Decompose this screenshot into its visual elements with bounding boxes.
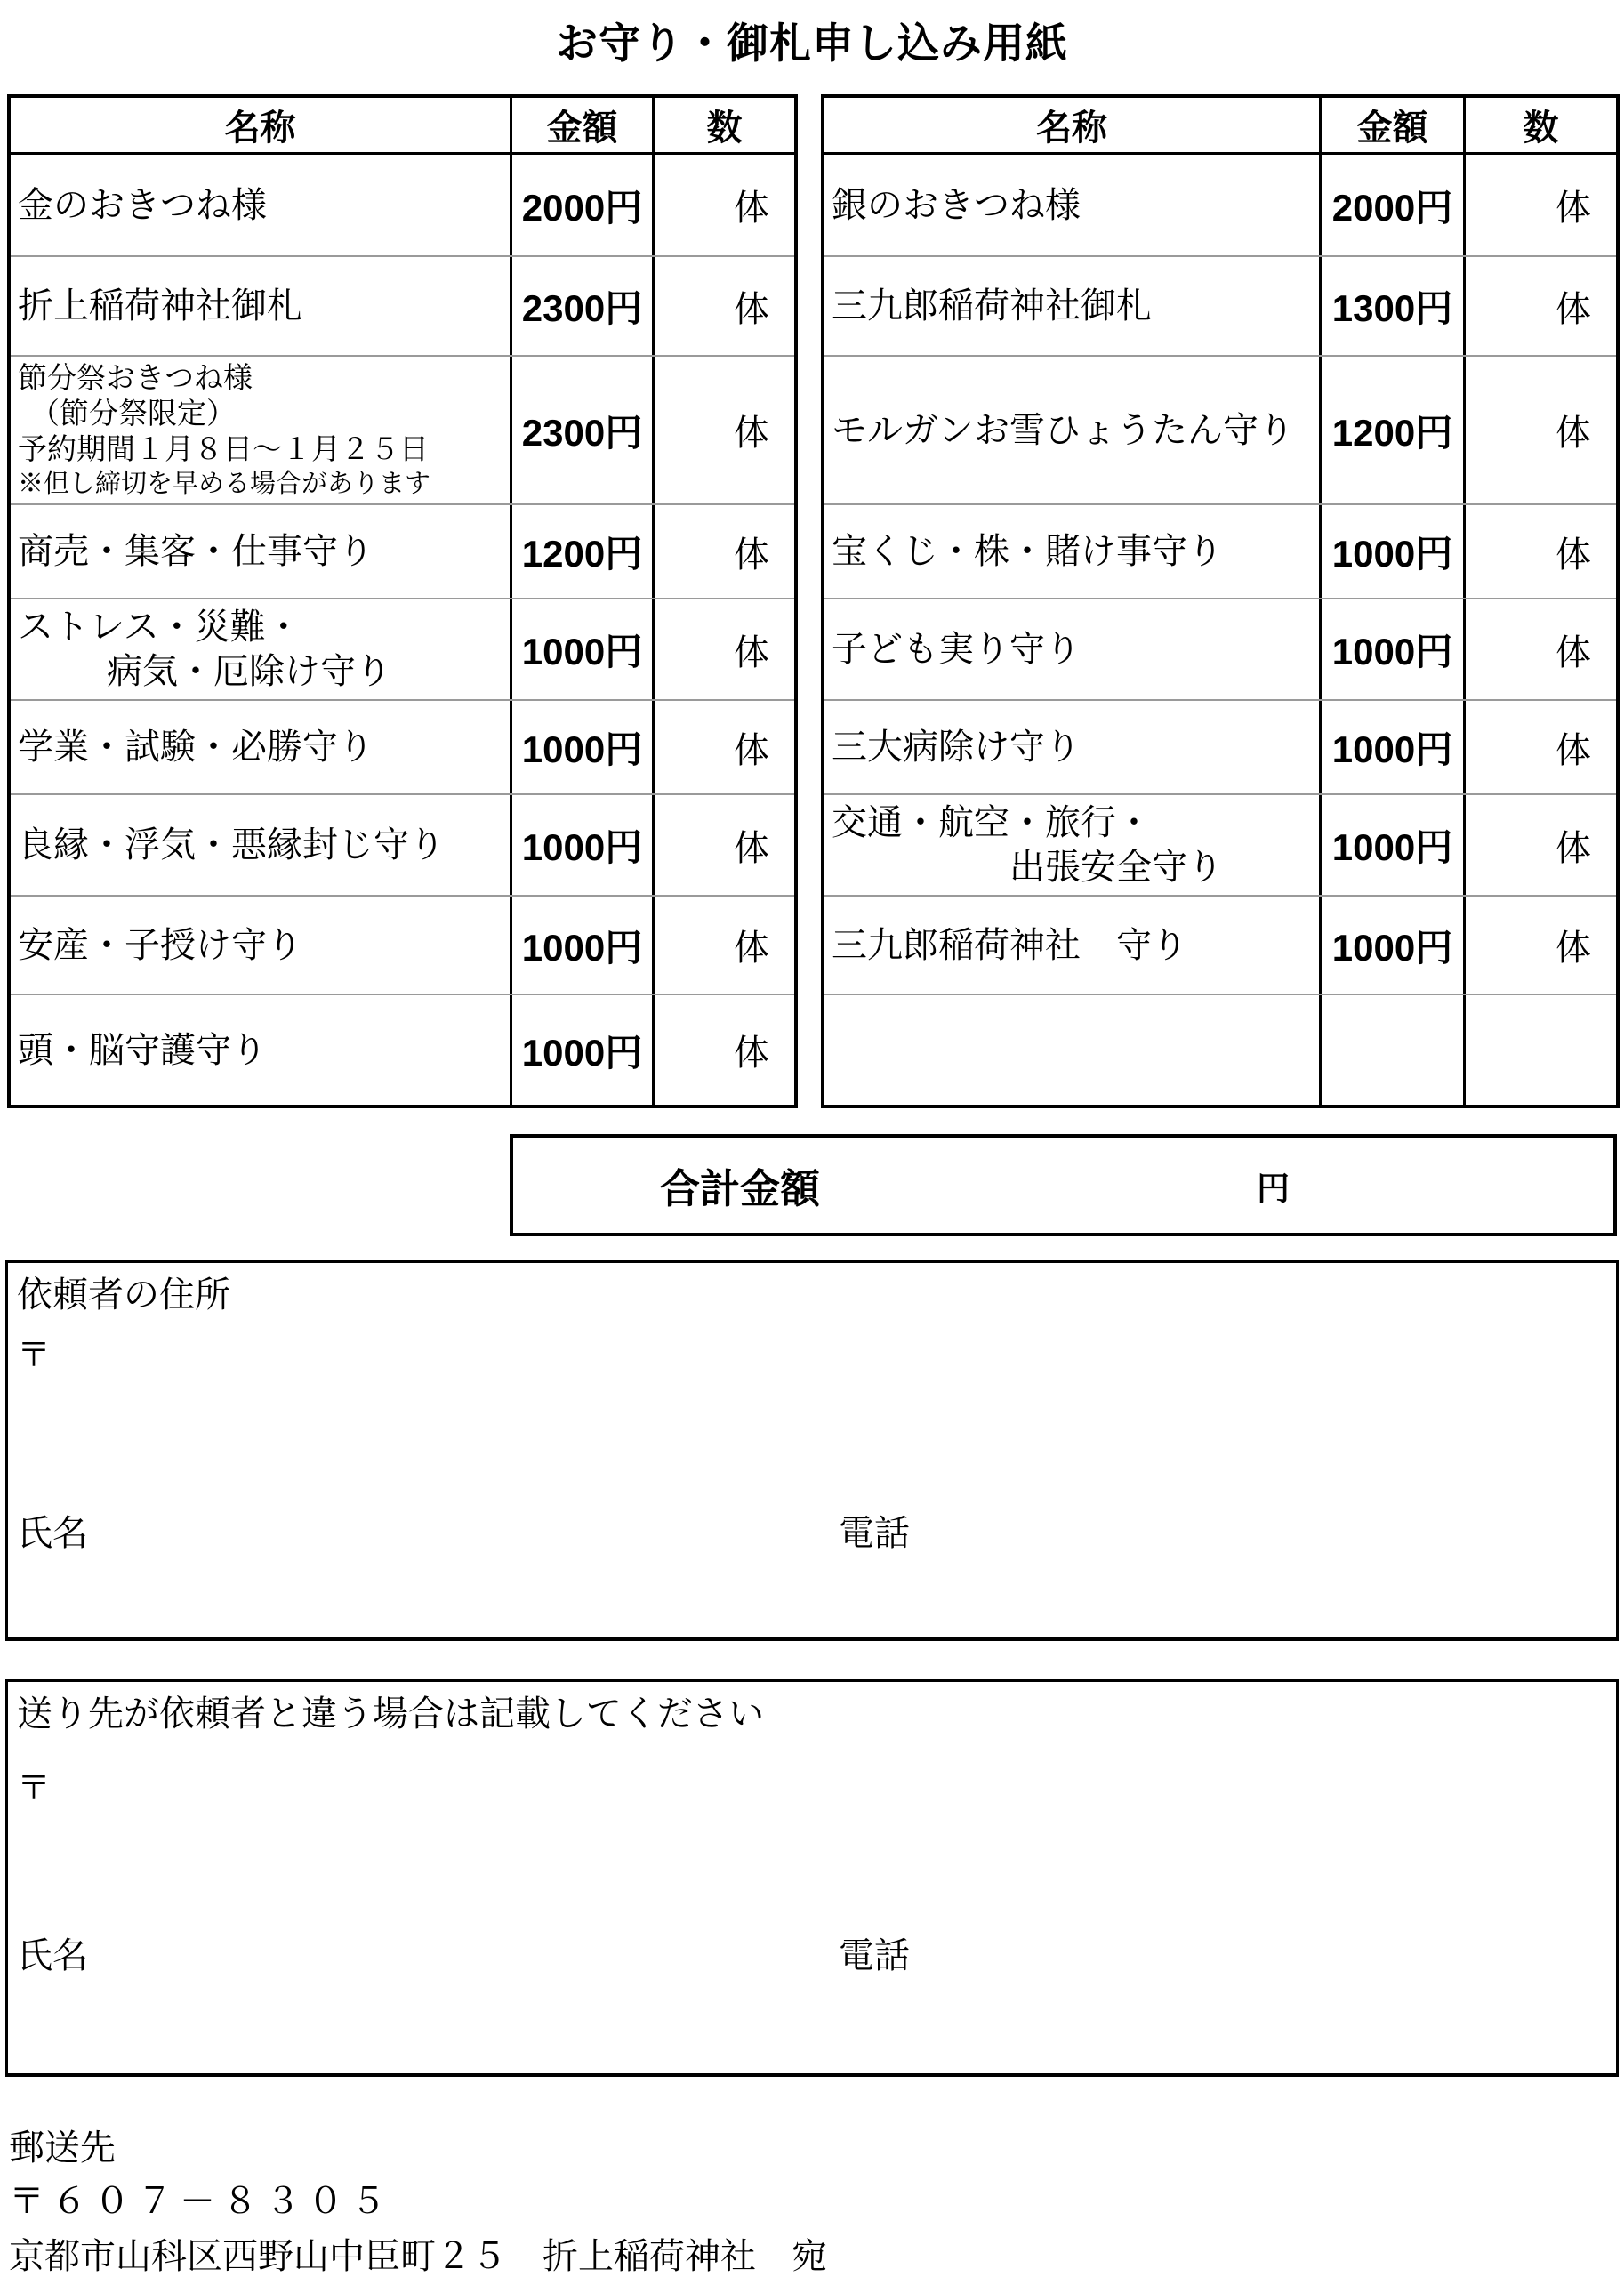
item-qty-cell[interactable]: 体 xyxy=(652,795,794,895)
total-label: 合計金額 xyxy=(660,1166,821,1211)
form-title: お守り・御札申し込み用紙 xyxy=(556,20,1068,67)
name-label: 氏名 xyxy=(17,1935,88,1975)
item-qty-cell[interactable]: 体 xyxy=(652,995,794,1105)
item-price-cell: 1000円 xyxy=(510,701,652,793)
item-qty-cell[interactable]: 体 xyxy=(1463,897,1616,994)
table-row xyxy=(11,503,794,598)
item-name: 学業・試験・必勝守り xyxy=(18,727,374,767)
phone-label: 電話 xyxy=(839,1935,910,1975)
item-price-cell: 2300円 xyxy=(510,357,652,503)
item-name: モルガンお雪ひょうたん守り xyxy=(832,409,1294,450)
item-name: 交通・航空・旅行・ xyxy=(832,802,1152,842)
table-row xyxy=(824,699,1616,793)
item-price-cell: 1000円 xyxy=(510,795,652,895)
table-row xyxy=(824,503,1616,598)
item-name: 三九郎稲荷神社御札 xyxy=(832,286,1152,326)
item-price-cell: 1000円 xyxy=(1319,795,1463,895)
phone-label: 電話 xyxy=(839,1513,910,1553)
item-name-line3: 予約期間１月８日～１月２５日 xyxy=(18,433,429,466)
item-name: 商売・集客・仕事守り xyxy=(18,531,374,571)
total-box xyxy=(510,1134,1617,1236)
item-name: 子ども実り守り xyxy=(832,629,1081,669)
item-qty-cell[interactable] xyxy=(1463,995,1616,1105)
item-price-cell: 2000円 xyxy=(1319,155,1463,255)
item-price-cell: 1000円 xyxy=(1319,599,1463,699)
table-row xyxy=(824,793,1616,895)
mailing-address: 京都市山科区西野山中臣町２５ 折上稲荷神社 宛 xyxy=(9,2236,827,2276)
item-name: 三九郎稲荷神社 守り xyxy=(832,924,1187,965)
item-qty-cell[interactable]: 体 xyxy=(652,897,794,994)
item-name-line2: 出張安全守り xyxy=(1009,847,1223,887)
requester-phone-field[interactable] xyxy=(933,1496,1591,1576)
item-qty-cell[interactable]: 体 xyxy=(652,701,794,793)
table-row xyxy=(11,699,794,793)
item-price-cell: 2000円 xyxy=(510,155,652,255)
item-name-cell xyxy=(11,505,510,598)
item-name-line2: （節分祭限定） xyxy=(30,398,236,430)
item-name: 宝くじ・株・賭け事守り xyxy=(832,531,1223,571)
name-header: 名称 xyxy=(224,109,296,148)
item-name-cell xyxy=(11,795,510,895)
total-amount-field[interactable] xyxy=(851,1145,1234,1226)
item-name-line2: 病気・厄除け守り xyxy=(107,651,391,691)
item-qty-cell[interactable]: 体 xyxy=(1463,357,1616,503)
count-header: 数 xyxy=(652,98,794,152)
requester-name-field[interactable] xyxy=(106,1496,800,1576)
item-name: ストレス・災難・ xyxy=(18,607,301,647)
mailing-postal-code: 〒６０７－８３０５ xyxy=(9,2181,393,2221)
table-row xyxy=(824,355,1616,503)
table-row xyxy=(11,355,794,503)
item-qty-cell[interactable]: 体 xyxy=(1463,795,1616,895)
item-price-cell: 1200円 xyxy=(1319,357,1463,503)
item-name: 安産・子授け守り xyxy=(18,924,302,965)
item-name-cell xyxy=(824,257,1319,355)
item-name-cell xyxy=(824,795,1319,895)
item-price-cell: 1000円 xyxy=(1319,897,1463,994)
item-name: 折上稲荷神社御札 xyxy=(18,286,302,326)
mailing-label: 郵送先 xyxy=(9,2128,116,2168)
item-name-cell xyxy=(11,897,510,994)
item-price-cell: 1000円 xyxy=(510,995,652,1105)
item-name-cell xyxy=(11,995,510,1105)
shipping-name-field[interactable] xyxy=(106,1919,800,1999)
item-name: 節分祭おきつね様 xyxy=(18,362,253,395)
table-row xyxy=(11,895,794,994)
name-header: 名称 xyxy=(1036,109,1107,148)
item-name-cell xyxy=(824,505,1319,598)
item-name: 良縁・浮気・悪縁封じ守り xyxy=(18,825,445,865)
item-name-cell xyxy=(824,357,1319,503)
name-label: 氏名 xyxy=(17,1513,88,1553)
item-name-cell xyxy=(824,599,1319,699)
table-row xyxy=(11,598,794,699)
postal-mark: 〒 xyxy=(17,1337,52,1374)
item-name-cell xyxy=(824,155,1319,255)
table-row xyxy=(11,994,794,1105)
item-name-cell xyxy=(11,701,510,793)
item-name-cell xyxy=(11,155,510,255)
item-price-cell[interactable] xyxy=(1319,995,1463,1105)
shipping-phone-field[interactable] xyxy=(933,1919,1591,1999)
total-unit-label: 円 xyxy=(1257,1170,1290,1207)
item-name: 頭・脳守護守り xyxy=(18,1029,267,1070)
item-name-cell xyxy=(824,897,1319,994)
item-qty-cell[interactable]: 体 xyxy=(1463,155,1616,255)
left-items-table xyxy=(7,94,798,1108)
item-name-cell xyxy=(11,257,510,355)
table-row xyxy=(11,255,794,355)
requester-address-box xyxy=(5,1260,1619,1641)
table-row xyxy=(824,255,1616,355)
shipping-box-title: 送り先が依頼者と違う場合は記載してください xyxy=(17,1694,764,1734)
table-header-row xyxy=(824,98,1616,155)
table-row xyxy=(824,598,1616,699)
item-price-cell: 1300円 xyxy=(1319,257,1463,355)
right-items-table xyxy=(821,94,1620,1108)
item-price-cell: 2300円 xyxy=(510,257,652,355)
table-row xyxy=(11,793,794,895)
shipping-address-box xyxy=(5,1679,1619,2077)
table-row-empty xyxy=(824,994,1616,1105)
item-name-cell xyxy=(824,701,1319,793)
table-header-row xyxy=(11,98,794,155)
table-row xyxy=(824,895,1616,994)
item-name-cell[interactable] xyxy=(824,995,1319,1105)
item-qty-cell[interactable]: 体 xyxy=(652,599,794,699)
item-name: 銀のおきつね様 xyxy=(832,184,1081,225)
item-name-cell xyxy=(11,599,510,699)
item-qty-cell[interactable]: 体 xyxy=(1463,505,1616,598)
table-row xyxy=(824,155,1616,255)
requester-box-title: 依頼者の住所 xyxy=(17,1275,230,1315)
table-row xyxy=(11,155,794,255)
item-qty-cell[interactable]: 体 xyxy=(1463,599,1616,699)
item-qty-cell[interactable]: 体 xyxy=(1463,257,1616,355)
requester-address-field[interactable] xyxy=(70,1316,1582,1476)
item-qty-cell[interactable]: 体 xyxy=(652,257,794,355)
item-qty-cell[interactable]: 体 xyxy=(652,357,794,503)
postal-mark: 〒 xyxy=(17,1770,52,1807)
price-header: 金額 xyxy=(1319,98,1463,152)
shipping-address-field[interactable] xyxy=(70,1735,1582,1895)
item-name: 三大病除け守り xyxy=(832,727,1081,767)
item-price-cell: 1000円 xyxy=(1319,701,1463,793)
item-qty-cell[interactable]: 体 xyxy=(1463,701,1616,793)
item-price-cell: 1000円 xyxy=(510,897,652,994)
item-name: 金のおきつね様 xyxy=(18,184,267,225)
item-qty-cell[interactable]: 体 xyxy=(652,505,794,598)
item-price-cell: 1200円 xyxy=(510,505,652,598)
item-name-cell xyxy=(11,357,510,503)
price-header: 金額 xyxy=(510,98,652,152)
item-price-cell: 1000円 xyxy=(1319,505,1463,598)
count-header: 数 xyxy=(1463,98,1616,152)
item-qty-cell[interactable]: 体 xyxy=(652,155,794,255)
item-price-cell: 1000円 xyxy=(510,599,652,699)
item-name-line4: ※但し締切を早める場合があります xyxy=(18,469,431,498)
